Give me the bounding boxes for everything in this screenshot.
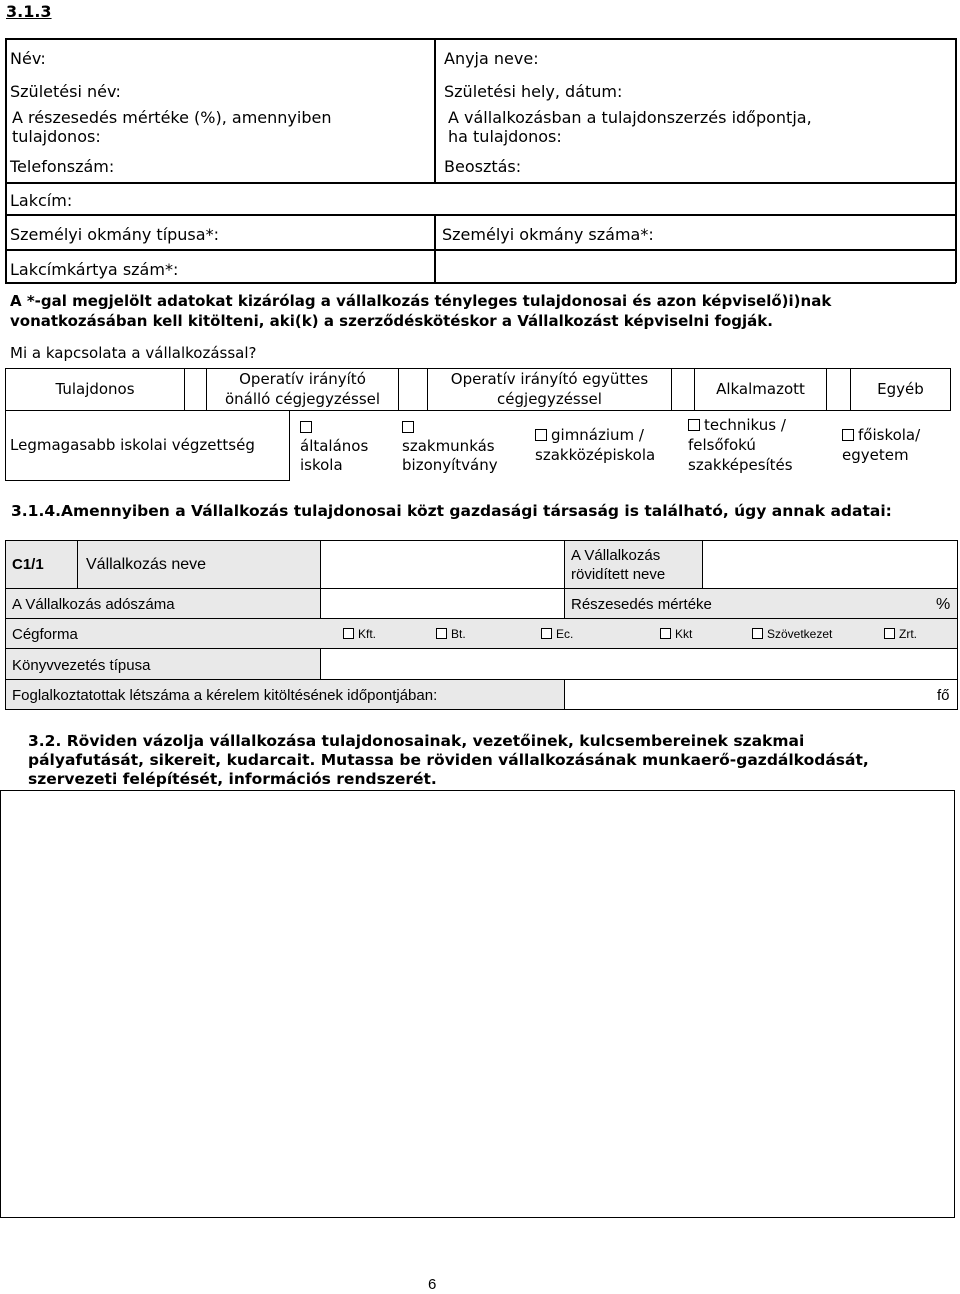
name-label: Név: [10,49,46,68]
relation-other-label: Egyéb [877,380,924,398]
edu-college-line1: főiskola/ [858,426,921,444]
form-zrt-option[interactable] [884,627,917,642]
bookkeeping-label: Könyvvezetés típusa [12,657,151,674]
operative-single-checkbox[interactable] [399,369,427,410]
birth-name-label: Születési név: [10,82,121,101]
edu-primary-option[interactable] [300,417,316,436]
edu-secondary-line2: szakközépiskola [535,446,656,464]
position-label: Beosztás: [444,157,522,176]
relation-op-single-line1: Operatív irányító [239,370,366,388]
company-name-input[interactable] [321,541,564,588]
edu-technician-line1: technikus / [704,416,786,434]
address-label: Lakcím: [10,191,73,210]
operative-joint-checkbox[interactable] [672,369,694,410]
company-form-label: Cégforma [12,626,78,643]
form-kft-label: Kft. [358,627,377,641]
employees-label: Foglalkoztatottak létszáma a kérelem kitöltésének időpontjában: [12,687,438,704]
edu-secondary-option[interactable] [535,426,644,445]
form-zrt-label: Zrt. [899,627,917,641]
edu-primary-line2: iskola [300,456,343,474]
form-bt-option[interactable] [436,627,466,642]
edu-college-checkbox[interactable] [842,429,854,441]
percent-sign: % [936,596,951,613]
form-bt-label: Bt. [451,627,466,641]
form-ec-option[interactable] [541,627,573,642]
section-314-heading: 3.1.4.Amennyiben a Vállalkozás tulajdonosai közt gazdasági társaság is található, úgy annak adatai: [11,502,892,520]
form-coop-checkbox[interactable] [752,628,763,639]
birth-place-date-label: Születési hely, dátum: [444,82,623,101]
edu-secondary-checkbox[interactable] [535,429,547,441]
bookkeeping-input[interactable] [321,649,957,679]
form-zrt-checkbox[interactable] [884,628,895,639]
edu-college-line2: egyetem [842,446,909,464]
edu-secondary-line1: gimnázium / [551,426,644,444]
description-textarea[interactable] [0,790,955,1218]
form-coop-label: Szövetkezet [767,627,833,641]
section-id: 3.1.3 [6,2,52,21]
form-kft-checkbox[interactable] [343,628,354,639]
short-name-line2: rövidített neve [571,566,666,583]
edu-technician-checkbox[interactable] [688,419,700,431]
form-ec-checkbox[interactable] [541,628,552,639]
section-32-line2: pályafutását, sikereit, kudarcait. Mutassa be röviden vállalkozásának munkaerő-gazdálkodását, [28,751,869,769]
edu-technician-line3: szakképesítés [688,456,793,474]
tax-number-label: A Vállalkozás adószáma [12,596,175,613]
edu-vocational-line2: bizonyítvány [402,456,498,474]
relation-op-single-line2: önálló cégjegyzéssel [224,390,381,408]
company-name-label: Vállalkozás neve [86,556,207,573]
acquisition-label-line2: ha tulajdonos: [448,127,562,146]
phone-label: Telefonszám: [10,157,115,176]
edu-primary-line1: általános [300,437,369,455]
form-bt-checkbox[interactable] [436,628,447,639]
id-type-label: Személyi okmány típusa*: [10,225,219,244]
form-coop-option[interactable] [752,627,832,642]
relation-employee-label: Alkalmazott [716,380,805,398]
page-number: 6 [428,1276,437,1293]
form-kft-option[interactable] [343,627,376,642]
edu-vocational-line1: szakmunkás [402,437,495,455]
share-label-line2: tulajdonos: [12,127,101,146]
acquisition-label-line1: A vállalkozásban a tulajdonszerzés időpontja, [448,108,812,127]
edu-technician-line2: felsőfokú [688,436,756,454]
notice-line2: vonatkozásában kell kitölteni, aki(k) a szerződéskötéskor a Vállalkozást képviselni fogják. [10,312,773,330]
address-card-label: Lakcímkártya szám*: [10,260,179,279]
form-kkt-checkbox[interactable] [660,628,671,639]
education-label: Legmagasabb iskolai végzettség [10,436,255,454]
relation-op-joint-line1: Operatív irányító együttes [450,370,649,388]
edu-college-option[interactable] [842,426,920,445]
relation-question: Mi a kapcsolata a vállalkozással? [10,344,257,362]
edu-vocational-option[interactable] [402,417,418,436]
short-name-line1: A Vállalkozás [571,547,661,564]
relation-owner-label: Tulajdonos [55,380,135,398]
short-name-input[interactable] [703,541,957,588]
notice-line1: A *-gal megjelölt adatokat kizárólag a vállalkozás tényleges tulajdonosai és azon képviselő)i)nak [10,292,832,310]
persons-unit: fő [937,687,950,704]
form-ec-label: Ec. [556,627,574,641]
employees-input[interactable] [565,680,935,709]
edu-vocational-checkbox[interactable] [402,421,414,433]
form-kkt-option[interactable] [660,627,692,642]
form-kkt-label: Kkt [675,627,693,641]
share-ratio-label: Részesedés mértéke [571,596,712,613]
section-32-line1: 3.2. Röviden vázolja vállalkozása tulajdonosainak, vezetőinek, kulcsembereinek szakmai [28,732,805,750]
share-label-line1: A részesedés mértéke (%), amennyiben [12,108,332,127]
company-code: C1/1 [12,556,44,573]
employee-checkbox[interactable] [827,369,850,410]
edu-technician-option[interactable] [688,416,786,435]
section-32-line3: szervezeti felépítését, információs rendszerét. [28,770,437,788]
id-number-label: Személyi okmány száma*: [442,225,654,244]
relation-op-joint-line2: cégjegyzéssel [497,390,602,408]
edu-primary-checkbox[interactable] [300,421,312,433]
tax-number-input[interactable] [321,589,564,618]
mother-name-label: Anyja neve: [444,49,539,68]
owner-checkbox[interactable] [185,369,206,410]
